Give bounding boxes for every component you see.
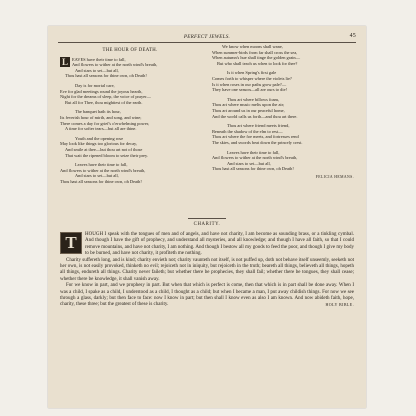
poem-line: Thou hast all seasons for thine own, oh Death! [65,73,147,79]
poem-line: But all for Thee, thou mightiest of the earth. [65,99,143,105]
poem-stanza [212,97,354,119]
section-divider [188,218,226,219]
poem-stanza [212,123,354,145]
poem-line: Thou art where billows foam, [227,96,280,102]
page-number: 45 [349,33,356,39]
header-rule [58,42,356,43]
poem-line: And the world calls us forth—and thou art there. [212,113,298,119]
poem-line: And smile at thee—but thou art not of those [65,146,143,152]
poem-stanza [212,70,354,92]
poem-line: Is it when Spring's first gale [227,70,277,76]
poem-line: May look like things too glorious for decay, [60,141,138,147]
poem-line: Thou art around us in our peaceful home, [212,107,285,113]
poem-line: They have one season—all are ours to die! [212,87,287,93]
charity-attribution: HOLY BIBLE. [325,302,354,308]
charity-text [60,232,354,309]
poem-line: And stars to set—but all, [75,67,119,73]
poem-attribution: FELICIA HEMANS. [315,174,354,179]
poem-line: EAVES have their time to fall, [72,56,126,62]
poem-line: Thou art where friend meets friend, [227,123,290,129]
poem-right-column [212,44,354,180]
poem-stanza [212,150,354,172]
poem-line: Night for the dreams of sleep, the voice of prayer— [60,94,151,100]
charity-dropcap: T [60,232,82,254]
poem-stanza [60,109,200,131]
poem-line: The banquet hath its hour, [75,109,121,115]
poem-line: The skies, and swords beat down the princely crest. [212,139,303,145]
poem-line: And stars to set—but all, [227,160,271,166]
poem-line: Day is for mortal care, [75,82,115,88]
poem-line: Thou hast all seasons for thine own, oh Death! [212,166,294,172]
poem-dropcap: L [61,56,68,67]
poem-stanza [212,44,354,66]
poem-line: Comes forth to whisper where the violets lie? [212,75,292,81]
poem-line: That wait the ripened bloom to seize their prey. [65,152,148,158]
poem-stanza [60,136,200,158]
poem-line: Thou hast all seasons for thine own, oh Death! [60,178,142,184]
poem-line: We know when moons shall wane, [222,44,283,49]
poem-stanza [60,57,200,79]
running-title: PERFECT JEWELS. [183,34,231,40]
poem-title: THE HOUR OF DEATH. [102,48,158,53]
poem-line: But who shall teach us when to look for thee? [217,60,298,66]
poem-left-column [60,48,200,188]
poem-line: And flowers to wither at the north wind's breath, [72,62,158,68]
charity-paragraph [60,283,354,309]
poem-stanza [60,83,200,105]
poem-line: Beneath the shadow of the elm to rest— [212,128,283,134]
poem-line: Youth and the opening rose [75,135,124,141]
poem-line: Is it when roses in our paths grow pale?— [212,81,287,87]
poem-line: Its feverish hour of mirth, and song, and wine; [60,114,142,120]
poem-line: And flowers to wither at the north wind's breath, [60,167,146,173]
poem-line: Thou art where music melts upon the air; [212,102,285,108]
poem-line: And stars to set—but all, [75,173,119,179]
poem-line: Leaves have their time to fall, [75,162,128,168]
poem-line: Leaves have their time to fall, [227,149,280,155]
poem-line: Eve for glad meetings round the joyous hearth, [60,88,143,94]
charity-paragraph: HOUGH I speak with the tongues of men and of angels, and have not charity, I am become as sounding brass, or a tinkling cymbal. And though I have the gift of prophecy, and understand all mysteries, and all knowledge; and though I have all faith, so that I could remove mountains, and have not charity, I am nothing. And though I bestow all my goods to feed the poor, and though I give my body to be burned, and have not charity, it profiteth me nothing. [85,232,354,257]
poem-line: And flowers to wither at the north wind's breath, [212,155,298,161]
poem-stanza [60,162,200,184]
poem-line: A time for softer tears—but all are thine. [65,126,137,132]
poem-line: Thou art where the foe meets, and fortresses rend [212,134,299,140]
book-page [48,26,366,408]
poem-line: There comes a day for grief's o'erwhelming power, [60,120,150,126]
poem-line: When summer-birds from far shall cross the sea, [212,49,298,55]
poem-line: When autumn's hue shall tinge the golden grain— [212,55,300,61]
charity-title: CHARITY. [193,222,221,227]
charity-paragraph-text: For we know in part, and we prophesy in part. But when that which is perfect is come, then that which is in part shall be done away. When I was a child, I spake as a child, I understood as a child, I thought as a child; but when I became a man, I put away childish things. For now we see through a glass, darkly; but then face to face: now I know in part; but then shall I know even as also I am known. And now abideth faith, hope, charity, these three; but the greatest of these is charity. [60,283,354,308]
charity-paragraph: Charity suffereth long, and is kind; charity envieth not; charity vaunteth not itself, is not puffed up, doth not behave itself unseemly, seeketh not her own, is not easily provoked, thinketh no evil; rejoiceth not in iniquity, but rejoiceth in the truth; beareth all things, believeth all things, hopeth all things, endureth all things. Charity never faileth; but whether there be prophecies, they shall fail; whether there be tongues, they shall cease; whether there be knowledge, it shall vanish away. [60,257,354,282]
